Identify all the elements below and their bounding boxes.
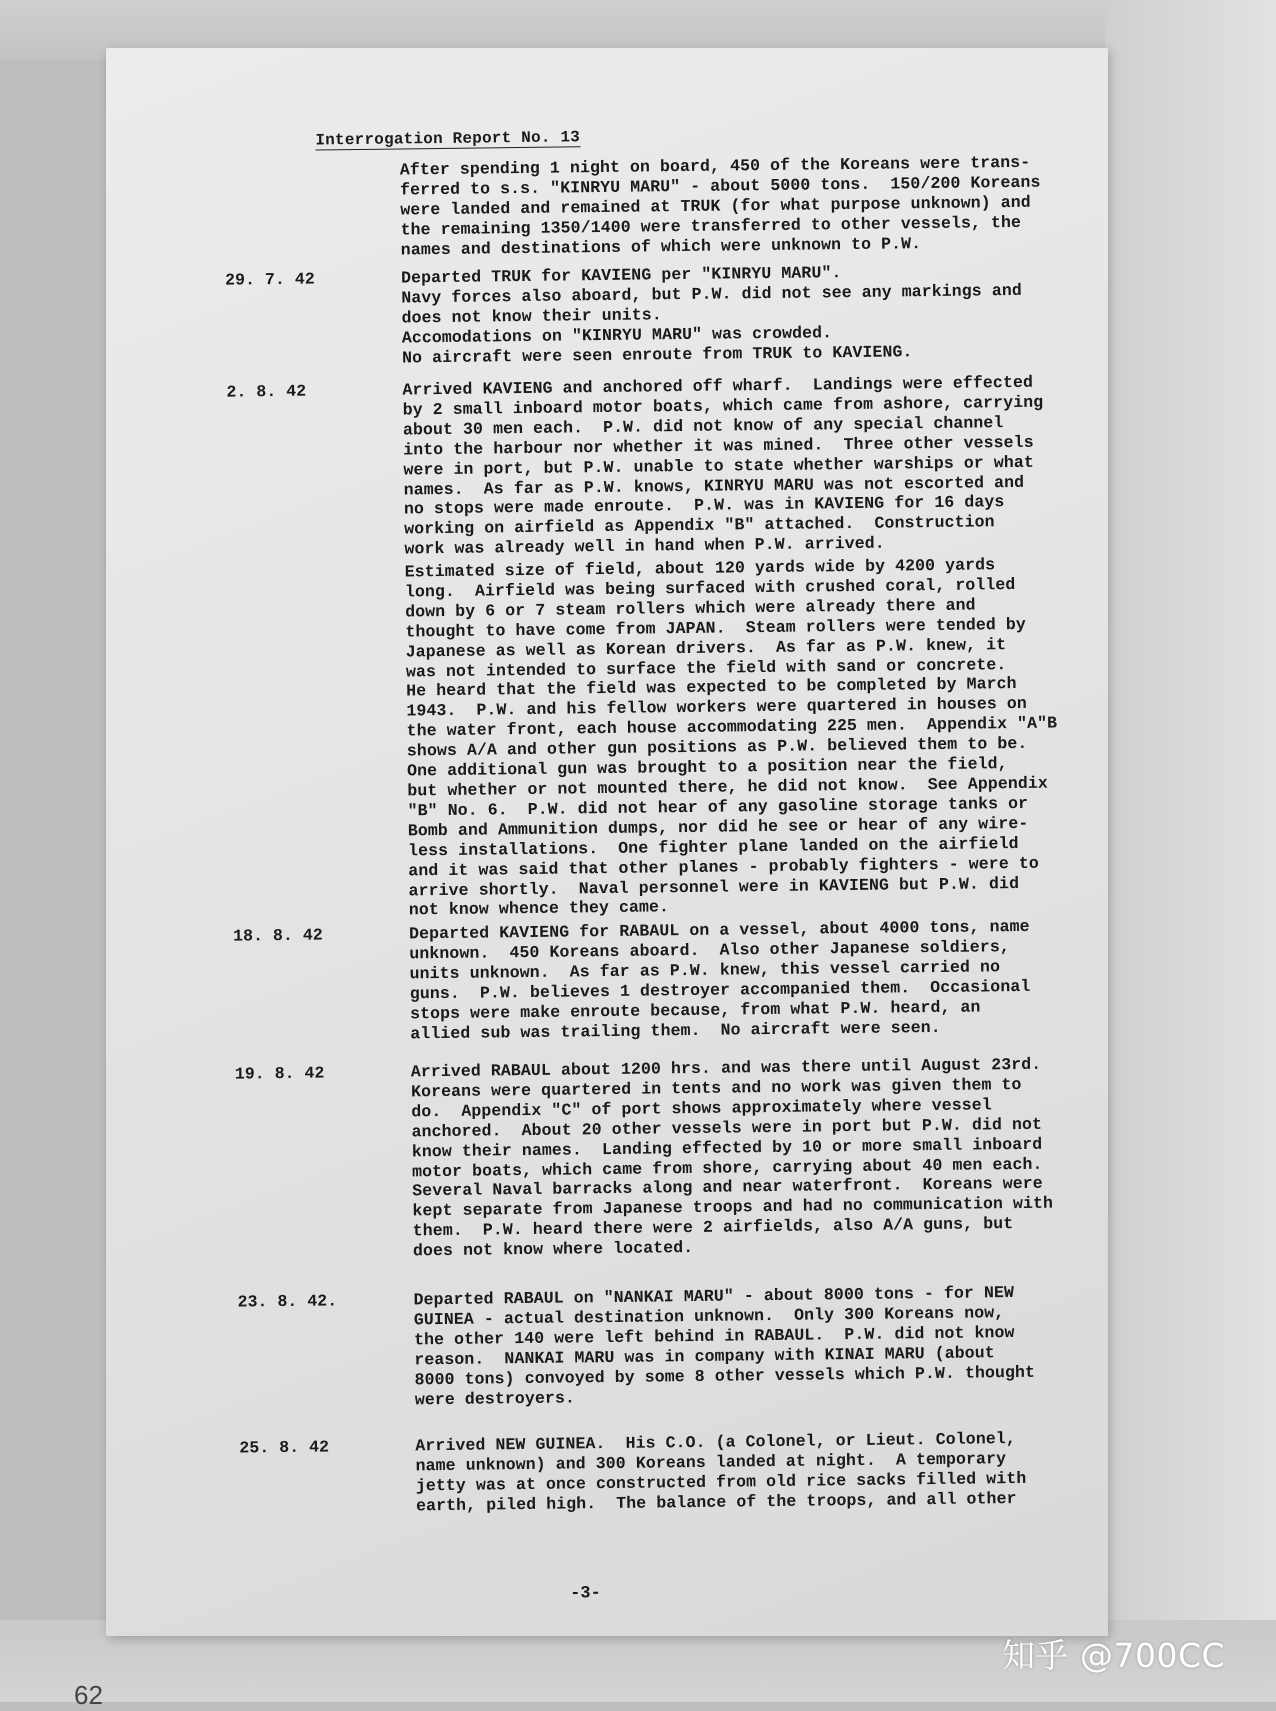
entry-date-6: 23. 8. 42.: [237, 1291, 338, 1312]
backdrop-right: [1105, 0, 1276, 1702]
entry-date-1: 29. 7. 42: [224, 269, 315, 290]
watermark: 知乎 @700CC: [1002, 1636, 1226, 1675]
document-page: [106, 48, 1108, 1636]
entry-text-6: Departed RABAUL on "NANKAI MARU" - about 8000 tons - for NEW GUINEA - actual destination unknown. Only 300 Koreans now, the other 140 were left behind in RABAUL. P.W. did not know reason. NANKAI MARU was in company with KINAI MARU (about 8000 tons) convoyed by some 8 other vessels which P.W. thought were destroyers.: [413, 1283, 1036, 1409]
entry-date-4: 18. 8. 42: [233, 925, 323, 946]
entry-text-2: Arrived KAVIENG and anchored off wharf. Landings were effected by 2 small inboard motor boats, which came from ashore, carrying about 30 men each. P.W. did not know of any special channel into the harbour nor whether it was mined. Three other vessels were in port, but P.W. unable to state whether warships or what names. As far as P.W. knows, KINRYU MARU was not escorted and no stops were made enroute. P.W. was in KAVIENG for 16 days working on airfield as Appendix "B" attached. Construction work was already well in hand when P.W. arrived.: [402, 372, 1044, 559]
book-page-number: 62: [74, 1680, 103, 1710]
intro-paragraph: After spending 1 night on board, 450 of the Koreans were trans- ferred to s.s. "KINRYU MARU" - about 5000 tons. 150/200 Koreans were landed and remained at TRUK (for what purpose unknown) and the remaining 1350/1400 were transferred to other vessels, the names and destinations of which were unknown to P.W.: [399, 152, 1041, 260]
page-number: -3-: [570, 1584, 601, 1604]
entry-date-5: 19. 8. 42: [234, 1063, 325, 1084]
entry-text-3: Estimated size of field, about 120 yards wide by 4200 yards long. Airfield was being surfaced with crushed coral, rolled down by 6 or 7 steam rollers which were already there and thought to have come from JAPAN. Steam rollers were tended by Japanese as well as Korean drivers. As far as P.W. knew, it was not intended to surface the field with sand or concrete. He heard that the field was expected to be completed by March 1943. P.W. and his fellow workers were quartered in houses on the water front, each house accommodating 225 men. Appendix "A"B shows A/A and other gun positions as P.W. believed them to be. One additional gun was brought to a position near the field, but whether or not mounted there, he did not know. See Appendix "B" No. 6. P.W. did not hear of any gasoline storage tanks or Bomb and Ammunition dumps, nor did he see or hear of any wire- less installations. One fighter plane landed on the airfield and it was said that other planes - probably fighters - were to arrive shortly. Naval personnel were in KAVIENG but P.W. did not know whence they came.: [404, 555, 1058, 920]
page-content: [96, 42, 1117, 1642]
entry-text-4: Departed KAVIENG for RABAUL on a vessel, about 4000 tons, name unknown. 450 Koreans aboard. Also other Japanese soldiers, units unknown. As far as P.W. knew, this vessel carried no guns. P.W. believes 1 destroyer accompanied them. Occasional stops were make enroute because, from what P.W. heard, an allied sub was trailing them. No aircraft were seen.: [408, 916, 1031, 1043]
entry-text-5: Arrived RABAUL about 1200 hrs. and was there until August 23rd. Koreans were quartered in tents and no work was given them to do. Appendix "C" of port shows approximately where vessel anchored. About 20 other vessels were in port but P.W. did not know their names. Landing effected by 10 or more small inboard motor boats, which came from shore, carrying about 40 men each. Several Naval barracks along and near waterfront. Koreans were kept separate from Japanese troops and had no communication with them. P.W. heard there were 2 airfields, also A/A guns, but does not know where located.: [410, 1054, 1054, 1261]
report-title: Interrogation Report No. 13: [315, 128, 581, 150]
entry-date-7: 25. 8. 42: [239, 1437, 330, 1458]
entry-text-7: Arrived NEW GUINEA. His C.O. (a Colonel, or Lieut. Colonel, name unknown) and 300 Koreans landed at night. A temporary jetty was at once constructed from old rice sacks filled with earth, piled high. The balance of the troops, and all other: [415, 1429, 1027, 1516]
entry-text-1: Departed TRUK for KAVIENG per "KINRYU MARU". Navy forces also aboard, but P.W. did not see any markings and does not know their units. Accomodations on "KINRYU MARU" was crowded. No aircraft were seen enroute from TRUK to KAVIENG.: [400, 263, 1022, 368]
entry-date-2: 2. 8. 42: [226, 381, 307, 402]
